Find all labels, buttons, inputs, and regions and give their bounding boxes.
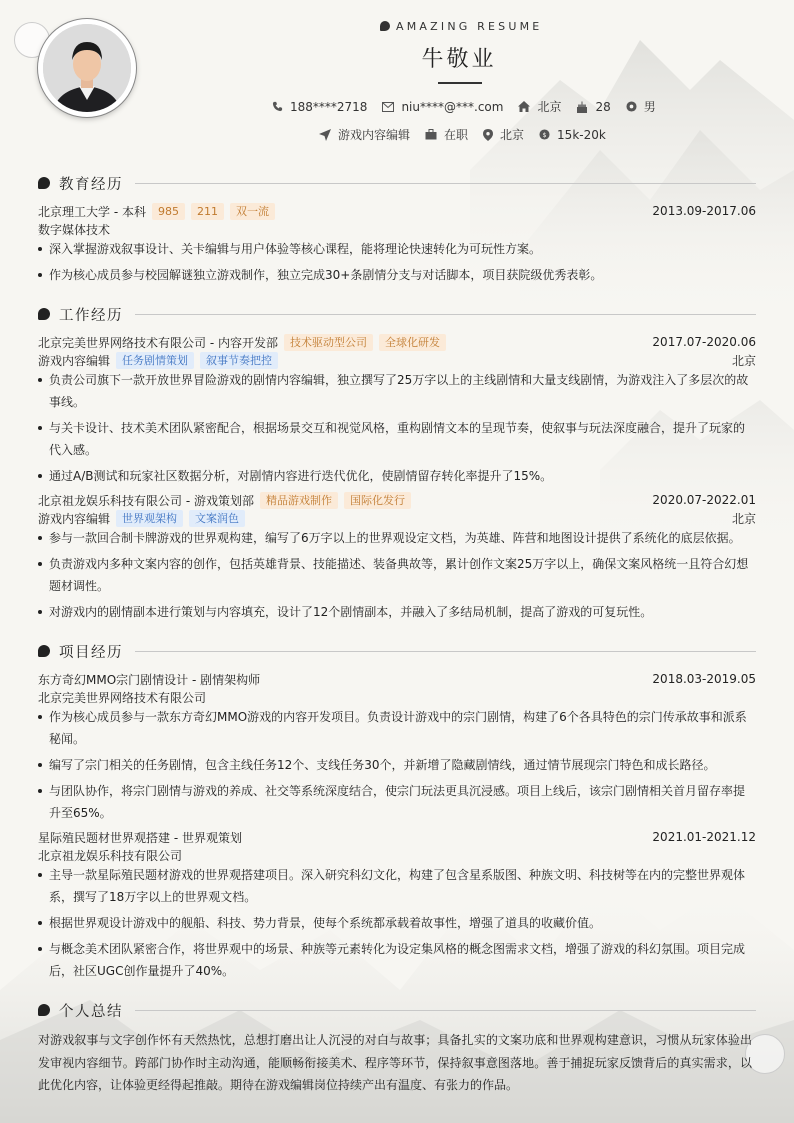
work-header [38, 333, 756, 351]
project-company: 北京完美世界网络技术有限公司 [38, 690, 207, 705]
position-item [319, 126, 410, 143]
work-date: 2017.07-2020.06 [652, 335, 756, 349]
skill-tag: 叙事节奏把控 [200, 352, 278, 369]
gender-item [626, 98, 656, 115]
section-education [38, 173, 756, 193]
target-city-item [483, 126, 524, 143]
leaf-icon [38, 308, 50, 320]
job-role: 游戏内容编辑 [38, 353, 111, 368]
skill-tag: 世界观架构 [116, 510, 183, 527]
project-date: 2018.03-2019.05 [652, 672, 756, 686]
project-title: 东方奇幻MMO宗门剧情设计 - 剧情架构师 [38, 672, 261, 687]
skill-tag: 任务剧情策划 [116, 352, 194, 369]
leaf-icon [38, 177, 50, 189]
email-item [382, 100, 503, 114]
company-tag: 精品游戏制作 [260, 492, 338, 509]
status-text: 在职 [444, 128, 469, 142]
section-title: 个人总结 [59, 1003, 123, 1020]
education-bullet: 作为核心成员参与校园解谜独立游戏制作，独立完成30+条剧情分支与对话脚本，项目获院级优秀表彰。 [38, 264, 750, 286]
skill-tag: 文案润色 [189, 510, 245, 527]
work-bullet: 负责游戏内多种文案内容的创作，包括英雄背景、技能描述、装备典故等，累计创作文案25万字以上，确保文案风格统一且符合幻想题材调性。 [38, 553, 750, 597]
section-title: 工作经历 [59, 307, 123, 324]
company-name: 北京完美世界网络技术有限公司 - 内容开发部 [38, 335, 278, 350]
school-name: 北京理工大学 - 本科 [38, 204, 146, 219]
gender-text: 男 [643, 100, 656, 114]
project-bullet: 根据世界观设计游戏中的舰船、科技、势力背景，使每个系统都承载着故事性，增强了道具的收藏价值。 [38, 912, 750, 934]
project-title: 星际殖民题材世界观搭建 - 世界观策划 [38, 830, 242, 845]
work-role-row [38, 351, 756, 369]
company-tag: 技术驱动型公司 [284, 334, 373, 351]
mail-icon [382, 102, 394, 112]
section-work [38, 304, 756, 324]
project-company: 北京祖龙娱乐科技有限公司 [38, 848, 183, 863]
project-bullet: 作为核心成员参与一款东方奇幻MMO游戏的内容开发项目。负责设计游戏中的宗门剧情，构建了6个各具特色的宗门传承故事和派系秘闻。 [38, 706, 750, 750]
gender-icon [626, 101, 637, 112]
education-date: 2013.09-2017.06 [652, 204, 756, 218]
project-bullet: 与概念美术团队紧密合作，将世界观中的场景、种族等元素转化为设定集风格的概念图需求文档，增强了游戏的科幻氛围。项目完成后，社区UGC创作量提升了40%。 [38, 938, 750, 982]
contact-row [272, 98, 671, 115]
project-date: 2021.01-2021.12 [652, 830, 756, 844]
work-bullet: 对游戏内的剧情副本进行策划与内容填充，设计了12个剧情副本，并融入了多结局机制，提高了游戏的可复玩性。 [38, 601, 750, 623]
briefcase-icon [425, 129, 437, 140]
project-bullet: 与团队协作，将宗门剧情与游戏的养成、社交等系统深度结合，使宗门玩法更具沉浸感。项目上线后，该宗门剧情相关首月留存率提升至65%。 [38, 780, 750, 824]
city-item [518, 98, 561, 115]
work-bullet: 负责公司旗下一款开放世界冒险游戏的剧情内容编辑，独立撰写了25万字以上的主线剧情和大量支线剧情，为游戏注入了多层次的故事线。 [38, 369, 750, 413]
section-title: 项目经历 [59, 644, 123, 661]
cake-icon [576, 101, 588, 113]
project-header [38, 828, 756, 846]
work-city: 北京 [731, 353, 756, 368]
project-bullet: 编写了宗门相关的任务剧情，包含主线任务12个、支线任务30个，并新增了隐藏剧情线，通过情节展现宗门特色和成长路径。 [38, 754, 750, 776]
leaf-icon [38, 645, 50, 657]
section-projects [38, 641, 756, 661]
work-bullet: 通过A/B测试和玩家社区数据分析，对剧情内容进行迭代优化，使剧情留存转化率提升了15%。 [38, 465, 750, 487]
salary-item [539, 128, 606, 142]
home-icon [518, 101, 530, 112]
work-role-row [38, 509, 756, 527]
person-name: 牛敬业 [421, 47, 497, 72]
email-text: niu****@***.com [401, 99, 504, 114]
svg-text:$: $ [542, 130, 547, 139]
company-name: 北京祖龙娱乐科技有限公司 - 游戏策划部 [38, 493, 254, 508]
section-summary [38, 1000, 756, 1020]
city-text: 北京 [537, 100, 562, 114]
target-city-text: 北京 [500, 128, 525, 142]
phone-item [272, 100, 367, 114]
send-icon [319, 129, 331, 141]
age-text: 28 [595, 99, 611, 114]
summary-text: 对游戏叙事与文字创作怀有天然热忱，总想打磨出让人沉浸的对白与故事；具备扎实的文案功底和世界观构建意识，习惯从玩家体验出发审视内容细节。跨部门协作时主动沟通，能顺畅衔接美术、程序等环节，保持叙事意图落地。善于捕捉玩家反馈背后的真实需求，以此优化内容，让体验更经得起推敲。期待在游戏编辑岗位持续产出有温度、有张力的作品。 [38, 1033, 752, 1092]
major: 数字媒体技术 [38, 222, 111, 237]
location-icon [483, 129, 493, 141]
leaf-icon [380, 21, 390, 31]
section-divider [135, 651, 756, 652]
phone-icon [272, 101, 283, 112]
position-text: 游戏内容编辑 [338, 128, 411, 142]
work-city: 北京 [731, 511, 756, 526]
job-intent-row [319, 126, 621, 143]
coin-icon [539, 129, 550, 140]
company-tag: 国际化发行 [344, 492, 411, 509]
salary-text: 15k-20k [557, 127, 606, 142]
age-item [576, 100, 610, 114]
work-bullet: 参与一款回合制卡牌游戏的世界观构建，编写了6万字以上的世界观设定文档，为英雄、阵营和地图设计提供了系统化的底层依据。 [38, 527, 750, 549]
job-role: 游戏内容编辑 [38, 511, 111, 526]
name-divider [438, 82, 482, 84]
status-item [425, 126, 468, 143]
education-header [38, 202, 756, 220]
work-date: 2020.07-2022.01 [652, 493, 756, 507]
phone-text: 188****2718 [290, 99, 368, 114]
school-tag: 985 [152, 203, 185, 220]
project-bullet: 主导一款星际殖民题材游戏的世界观搭建项目。深入研究科幻文化，构建了包含星系版图、种族文明、科技树等在内的完整世界观体系，撰写了18万字以上的世界观文档。 [38, 864, 750, 908]
section-divider [135, 183, 756, 184]
tagline [380, 20, 542, 33]
work-bullet: 与关卡设计、技术美术团队紧密配合，根据场景交互和视觉风格，重构剧情文本的呈现节奏，使叙事与玩法深度融合，提升了玩家的代入感。 [38, 417, 750, 461]
project-header [38, 670, 756, 688]
section-divider [135, 314, 756, 315]
section-divider [135, 1010, 756, 1011]
tagline-text: AMAZING RESUME [396, 20, 543, 33]
work-header [38, 491, 756, 509]
education-bullet: 深入掌握游戏叙事设计、关卡编辑与用户体验等核心课程，能将理论快速转化为可玩性方案。 [38, 238, 750, 260]
leaf-icon [38, 1004, 50, 1016]
school-tag: 双一流 [230, 203, 275, 220]
school-tag: 211 [191, 203, 224, 220]
company-tag: 全球化研发 [379, 334, 446, 351]
section-title: 教育经历 [59, 176, 123, 193]
